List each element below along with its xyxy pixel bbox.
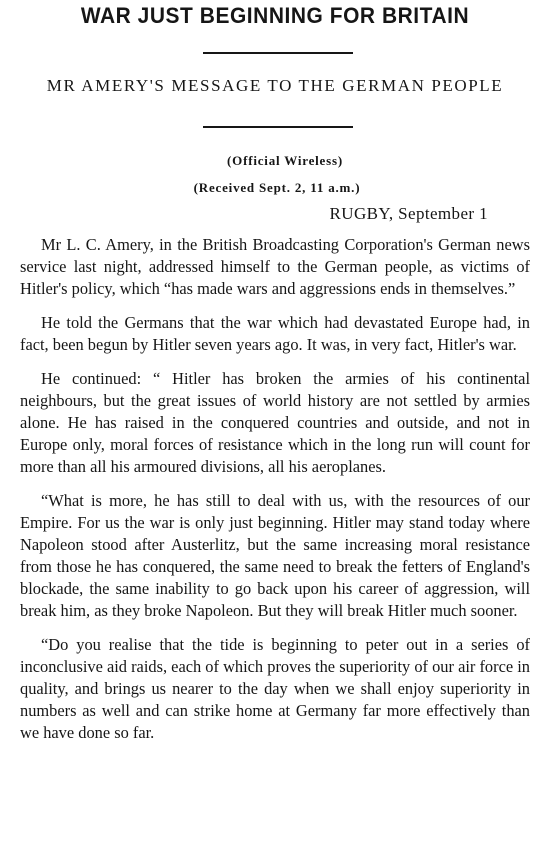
source-line: (Official Wireless) — [227, 153, 343, 168]
paragraph: “What is more, he has still to deal with us, with the resources of our Empire. For us the war is only just beginning. Hitler may stand today where Napoleon stood after Austerlitz, but the same increasing moral resistance from those he has conquered, the same need to break the fetters of England's blockade, the same inability to go back upon his career of aggression, will break him, as they broke Napoleon. But they will break Hitler much sooner. — [20, 491, 530, 620]
paragraph: “Do you realise that the tide is beginning to peter out in a series of inconclusive aid raids, each of which proves the superiority of our air force in quality, and brings us nearer to the day when we shall enjoy superiority in numbers as well and can strike home at Germany far more effectively than we have done so far. — [20, 635, 530, 742]
headline-rule — [203, 52, 353, 54]
received-line: (Received Sept. 2, 11 a.m.) — [193, 180, 361, 195]
paragraph: He told the Germans that the war which had devastated Europe had, in fact, been begun by Hitler seven years ago. It was, in very fact, Hitler's war. — [20, 313, 530, 354]
subheadline-rule — [203, 126, 353, 128]
subheadline: MR AMERY'S MESSAGE TO THE GERMAN PEOPLE — [46, 76, 504, 95]
article-body — [20, 234, 530, 756]
dateline: RUGBY, September 1 — [329, 204, 488, 223]
paragraph: He continued: “ Hitler has broken the armies of his continental neighbours, but the great issues of world history are not settled by armies alone. He has raised in the conquered countries and outside, and not in Europe only, moral forces of resistance which in the long run will count for more than all his armoured divisions, all his aeroplanes. — [20, 369, 530, 476]
headline: WAR JUST BEGINNING FOR BRITAIN — [80, 3, 470, 28]
paragraph: Mr L. C. Amery, in the British Broadcasting Corporation's German news service last night, addressed himself to the German people, as victims of Hitler's policy, which “has made wars and aggressions ends in themselves.” — [20, 235, 530, 298]
